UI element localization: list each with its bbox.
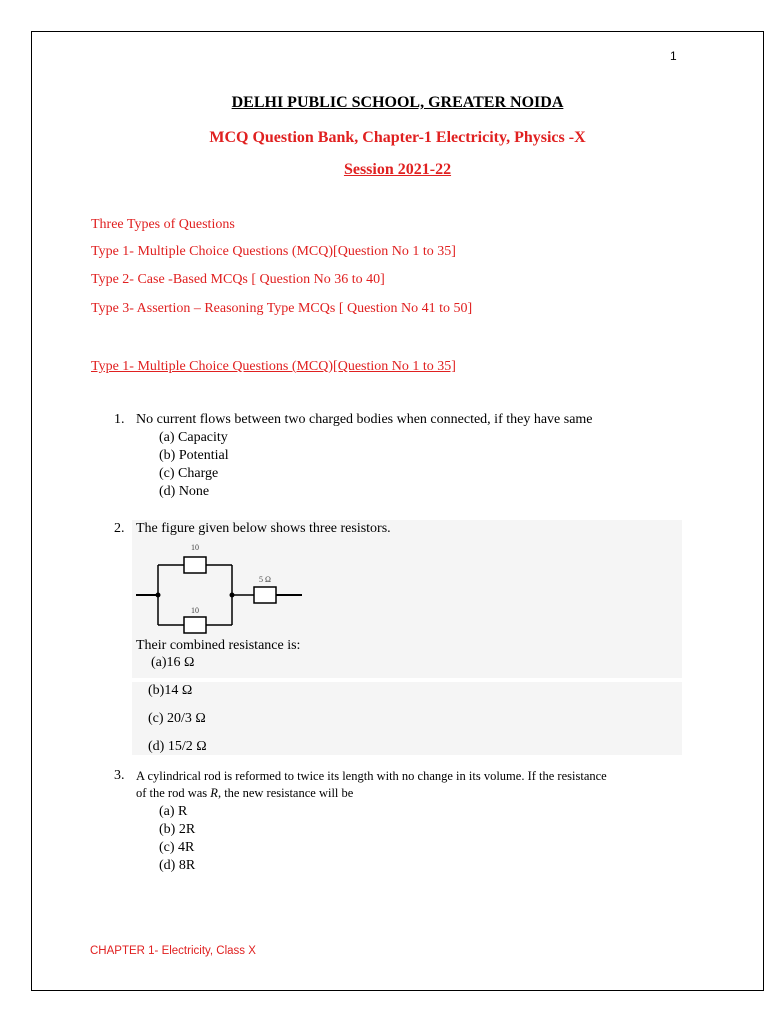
question-text-line2: of the rod was R, the new resistance will be: [136, 786, 354, 800]
question-text-line1: A cylindrical rod is reformed to twice its length with no change in its volume. If the resistance: [136, 769, 607, 783]
resistor-top: [184, 557, 206, 573]
intro-line: Type 2- Case -Based MCQs [ Question No 36 to 40]: [91, 272, 385, 287]
section-heading: Type 1- Multiple Choice Questions (MCQ)[Question No 1 to 35]: [91, 359, 456, 374]
resistor-top-label: 10: [191, 543, 199, 552]
question-number: 1.: [114, 412, 125, 427]
intro-line: Type 3- Assertion – Reasoning Type MCQs [ Question No 41 to 50]: [91, 301, 473, 316]
option: (d) None: [159, 484, 210, 499]
option: (c) 20/3 Ω: [148, 711, 206, 726]
page-number: 1: [670, 49, 677, 63]
intro-line: Three Types of Questions: [91, 217, 235, 232]
document-subtitle: MCQ Question Bank, Chapter-1 Electricity, Physics -X: [209, 129, 586, 146]
resistor-series: [254, 587, 276, 603]
school-title: DELHI PUBLIC SCHOOL, GREATER NOIDA: [231, 94, 564, 111]
option: (b) 2R: [159, 822, 196, 837]
document-page: [31, 31, 764, 991]
variable-r: R: [210, 786, 218, 800]
option: (a) R: [159, 804, 188, 819]
resistor-bottom-label: 10: [191, 606, 199, 615]
question-text: No current flows between two charged bodies when connected, if they have same: [136, 412, 593, 427]
option: (a) Capacity: [159, 430, 228, 445]
session-title: Session 2021-22: [343, 161, 452, 178]
resistor-circuit-diagram: [136, 537, 306, 637]
option: (d) 15/2 Ω: [148, 739, 207, 754]
question-number: 3.: [114, 768, 125, 783]
question-number: 2.: [114, 521, 125, 536]
option: (b) Potential: [159, 448, 229, 463]
resistor-series-label: 5 Ω: [259, 575, 271, 584]
question-followup: Their combined resistance is:: [136, 638, 301, 653]
intro-line: Type 1- Multiple Choice Questions (MCQ)[Question No 1 to 35]: [91, 244, 456, 259]
option: (b)14 Ω: [148, 683, 193, 698]
resistor-bottom: [184, 617, 206, 633]
option: (a)16 Ω: [151, 655, 195, 670]
option: (d) 8R: [159, 858, 196, 873]
option: (c) 4R: [159, 840, 195, 855]
page-footer: CHAPTER 1- Electricity, Class X: [90, 945, 256, 957]
options-shade: [132, 682, 682, 755]
question-text: The figure given below shows three resistors.: [136, 521, 391, 536]
option: (c) Charge: [159, 466, 219, 481]
